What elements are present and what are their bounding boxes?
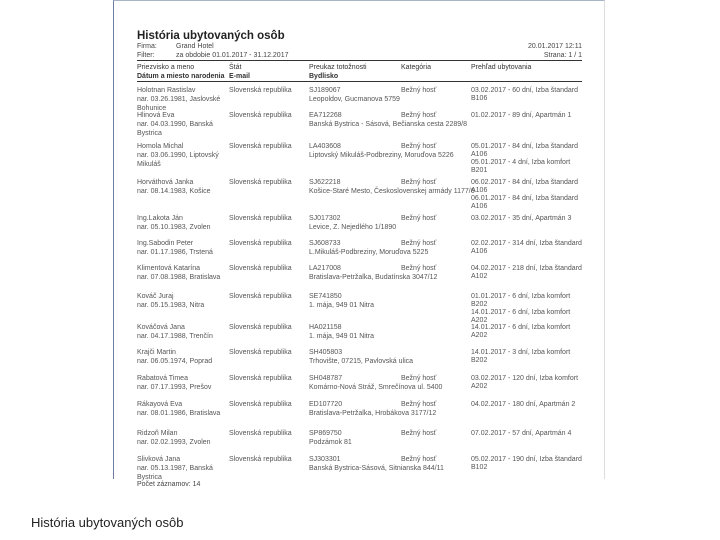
- stay-line: 03.02.2017 - 120 dní, Izba komfort: [471, 375, 579, 382]
- stay-line: B102: [471, 464, 488, 471]
- state: Slovenská republika: [229, 215, 292, 222]
- header-doc: Preukaz totožnosti: [309, 64, 367, 71]
- category: Bežný hosť: [401, 112, 437, 119]
- guest-name: Holotnan Rastislav: [137, 87, 196, 94]
- category: Bežný hosť: [401, 456, 437, 463]
- category: Bežný hosť: [401, 240, 437, 247]
- address: Bratislava-Petržalka, Budatínska 3047/12: [309, 274, 438, 281]
- state: Slovenská republika: [229, 240, 292, 247]
- stay-line: A106: [471, 187, 488, 194]
- birth-info: nar. 05.13.1987, Banská: [137, 465, 213, 472]
- birth-place-cont: Bystrica: [137, 474, 162, 481]
- stay-line: A106: [471, 151, 488, 158]
- divider: [137, 60, 582, 61]
- header-email: E-mail: [229, 73, 251, 80]
- stay-line: A106: [471, 248, 488, 255]
- birth-info: nar. 03.26.1981, Jaslovské: [137, 96, 221, 103]
- id-document: SH048787: [309, 375, 343, 382]
- address: Banská Bystrica - Sásová, Bečianska cesta 2289/8: [309, 121, 467, 128]
- header-state: Štát: [229, 64, 242, 71]
- stay-line: A102: [471, 273, 488, 280]
- address: Košice-Staré Mesto, Československej armády 1177/6: [309, 188, 475, 195]
- filter-value: za obdobie 01.01.2017 - 31.12.2017: [176, 52, 289, 59]
- state: Slovenská republika: [229, 349, 292, 356]
- address: Levice, Z. Nejedlého 1/1890: [309, 224, 397, 231]
- state: Slovenská republika: [229, 324, 292, 331]
- guest-name: Hlinová Eva: [137, 112, 175, 119]
- state: Slovenská republika: [229, 375, 292, 382]
- birth-place-cont: Bohunice: [137, 105, 167, 112]
- address: 1. mája, 949 01 Nitra: [309, 333, 374, 340]
- address: L.Mikuláš-Podbreziny, Moruďova 5225: [309, 249, 429, 256]
- id-document: EA712268: [309, 112, 342, 119]
- id-document: ED107720: [309, 401, 343, 408]
- stay-line: 03.02.2017 - 35 dní, Apartmán 3: [471, 215, 572, 222]
- birth-info: nar. 07.08.1988, Bratislava: [137, 274, 221, 281]
- address: Liptovský Mikuláš-Podbreziny, Moruďova 5226: [309, 152, 454, 159]
- address: Podzámok 81: [309, 439, 352, 446]
- stay-line: A202: [471, 383, 488, 390]
- stay-line: 14.01.2017 - 6 dní, Izba komfort: [471, 309, 571, 316]
- address: Leopoldov, Gucmanova 5759: [309, 96, 400, 103]
- birth-info: nar. 05.10.1983, Zvolen: [137, 224, 211, 231]
- guest-name: Slivková Jana: [137, 456, 181, 463]
- category: Bežný hosť: [401, 265, 437, 272]
- address: Komárno-Nová Stráž, Smrečínova ul. 5400: [309, 384, 443, 391]
- id-document: SE741850: [309, 293, 342, 300]
- guest-name: Krajči Martin: [137, 349, 176, 356]
- stay-line: 05.01.2017 - 84 dní, Izba štandard: [471, 143, 579, 150]
- stay-line: B201: [471, 167, 488, 174]
- report-page: [113, 0, 605, 488]
- firma-label: Firma:: [137, 43, 157, 50]
- birth-info: nar. 04.17.1988, Trenčín: [137, 333, 213, 340]
- guest-name: Ing.Sabodin Peter: [137, 240, 194, 247]
- stay-line: 03.02.2017 - 60 dní, Izba štandard: [471, 87, 579, 94]
- stay-line: 06.01.2017 - 84 dní, Izba štandard: [471, 195, 579, 202]
- state: Slovenská republika: [229, 112, 292, 119]
- printed-date: 20.01.2017 12:11: [528, 43, 582, 50]
- stay-line: 14.01.2017 - 6 dní, Izba komfort: [471, 324, 571, 331]
- stay-line: B202: [471, 301, 488, 308]
- header-category: Kategória: [401, 64, 431, 71]
- address: Trhovište, 07215, Pavlovská ulica: [309, 358, 414, 365]
- stay-line: B202: [471, 357, 488, 364]
- birth-info: nar. 08.01.1986, Bratislava: [137, 410, 221, 417]
- category: Bežný hosť: [401, 215, 437, 222]
- address: Bratislava-Petržalka, Hrobákova 3177/12: [309, 410, 437, 417]
- guest-name: Kováčová Jana: [137, 324, 185, 331]
- birth-info: nar. 05.15.1983, Nitra: [137, 302, 205, 309]
- birth-info: nar. 06.05.1974, Poprad: [137, 358, 213, 365]
- stay-line: 02.02.2017 - 314 dní, Izba štandard: [471, 240, 582, 247]
- header-name: Priezvisko a meno: [137, 64, 195, 71]
- id-document: HA021158: [309, 324, 342, 331]
- stay-line: 14.01.2017 - 3 dní, Izba komfort: [471, 349, 571, 356]
- state: Slovenská republika: [229, 456, 292, 463]
- stay-line: 04.02.2017 - 218 dní, Izba štandard: [471, 265, 582, 272]
- state: Slovenská republika: [229, 293, 292, 300]
- slide-caption: História ubytovaných osôb: [31, 515, 184, 530]
- guest-name: Klimentová Katarína: [137, 265, 201, 272]
- stay-line: 05.02.2017 - 190 dní, Izba štandard: [471, 456, 582, 463]
- stay-line: A202: [471, 317, 488, 324]
- header-birth: Dátum a miesto narodenia: [137, 73, 225, 80]
- state: Slovenská republika: [229, 87, 292, 94]
- stay-line: 06.02.2017 - 84 dní, Izba štandard: [471, 179, 579, 186]
- category: Bežný hosť: [401, 179, 437, 186]
- birth-info: nar. 03.06.1990, Liptovský: [137, 152, 219, 159]
- id-document: SJ622218: [309, 179, 341, 186]
- id-document: SJ608733: [309, 240, 341, 247]
- birth-place-cont: Mikuláš: [137, 161, 161, 168]
- guest-name: Ing.Lakota Ján: [137, 215, 183, 222]
- state: Slovenská republika: [229, 179, 292, 186]
- birth-place-cont: Bystrica: [137, 130, 162, 137]
- guest-name: Rabatová Timea: [137, 375, 188, 382]
- state: Slovenská republika: [229, 401, 292, 408]
- divider: [137, 81, 582, 82]
- category: Bežný hosť: [401, 401, 437, 408]
- guest-name: Kováč Juraj: [137, 293, 174, 300]
- id-document: SH405803: [309, 349, 343, 356]
- stay-line: B106: [471, 95, 488, 102]
- address: Banská Bystrica-Sásová, Sitnianska 844/11: [309, 465, 444, 472]
- birth-info: nar. 02.02.1993, Zvolen: [137, 439, 211, 446]
- birth-info: nar. 07.17.1993, Prešov: [137, 384, 212, 391]
- header-address: Bydlisko: [309, 73, 339, 80]
- stay-line: 01.02.2017 - 89 dní, Apartmán 1: [471, 112, 572, 119]
- birth-info: nar. 04.03.1990, Banská: [137, 121, 213, 128]
- stay-line: 05.01.2017 - 4 dní, Izba komfort: [471, 159, 571, 166]
- id-document: SJ017302: [309, 215, 341, 222]
- id-document: SP869750: [309, 430, 342, 437]
- stay-line: A106: [471, 203, 488, 210]
- id-document: LA217008: [309, 265, 341, 272]
- state: Slovenská republika: [229, 265, 292, 272]
- category: Bežný hosť: [401, 430, 437, 437]
- filter-label: Filter:: [137, 52, 155, 59]
- firma-value: Grand Hotel: [176, 43, 214, 50]
- header-stays: Prehľad ubytovania: [471, 64, 532, 71]
- guest-name: Horváthová Janka: [137, 179, 194, 186]
- stay-line: 04.02.2017 - 180 dní, Apartmán 2: [471, 401, 576, 408]
- guest-name: Homola Michal: [137, 143, 184, 150]
- guest-name: Ridzoň Milan: [137, 430, 178, 437]
- page-number: Strana: 1 / 1: [543, 52, 582, 59]
- record-count: Počet záznamov: 14: [137, 481, 201, 488]
- id-document: SJ189067: [309, 87, 341, 94]
- guest-name: Rákayová Eva: [137, 401, 183, 408]
- stay-line: A202: [471, 332, 488, 339]
- birth-info: nar. 01.17.1986, Trstená: [137, 249, 213, 256]
- address: 1. mája, 949 01 Nitra: [309, 302, 374, 309]
- category: Bežný hosť: [401, 87, 437, 94]
- state: Slovenská republika: [229, 430, 292, 437]
- report-title: História ubytovaných osôb: [137, 30, 285, 42]
- id-document: SJ303301: [309, 456, 341, 463]
- stay-line: 01.01.2017 - 6 dní, Izba komfort: [471, 293, 571, 300]
- state: Slovenská republika: [229, 143, 292, 150]
- id-document: LA403608: [309, 143, 341, 150]
- category: Bežný hosť: [401, 375, 437, 382]
- birth-info: nar. 08.14.1983, Košice: [137, 188, 211, 195]
- category: Bežný hosť: [401, 143, 437, 150]
- stay-line: 07.02.2017 - 57 dní, Apartmán 4: [471, 430, 572, 437]
